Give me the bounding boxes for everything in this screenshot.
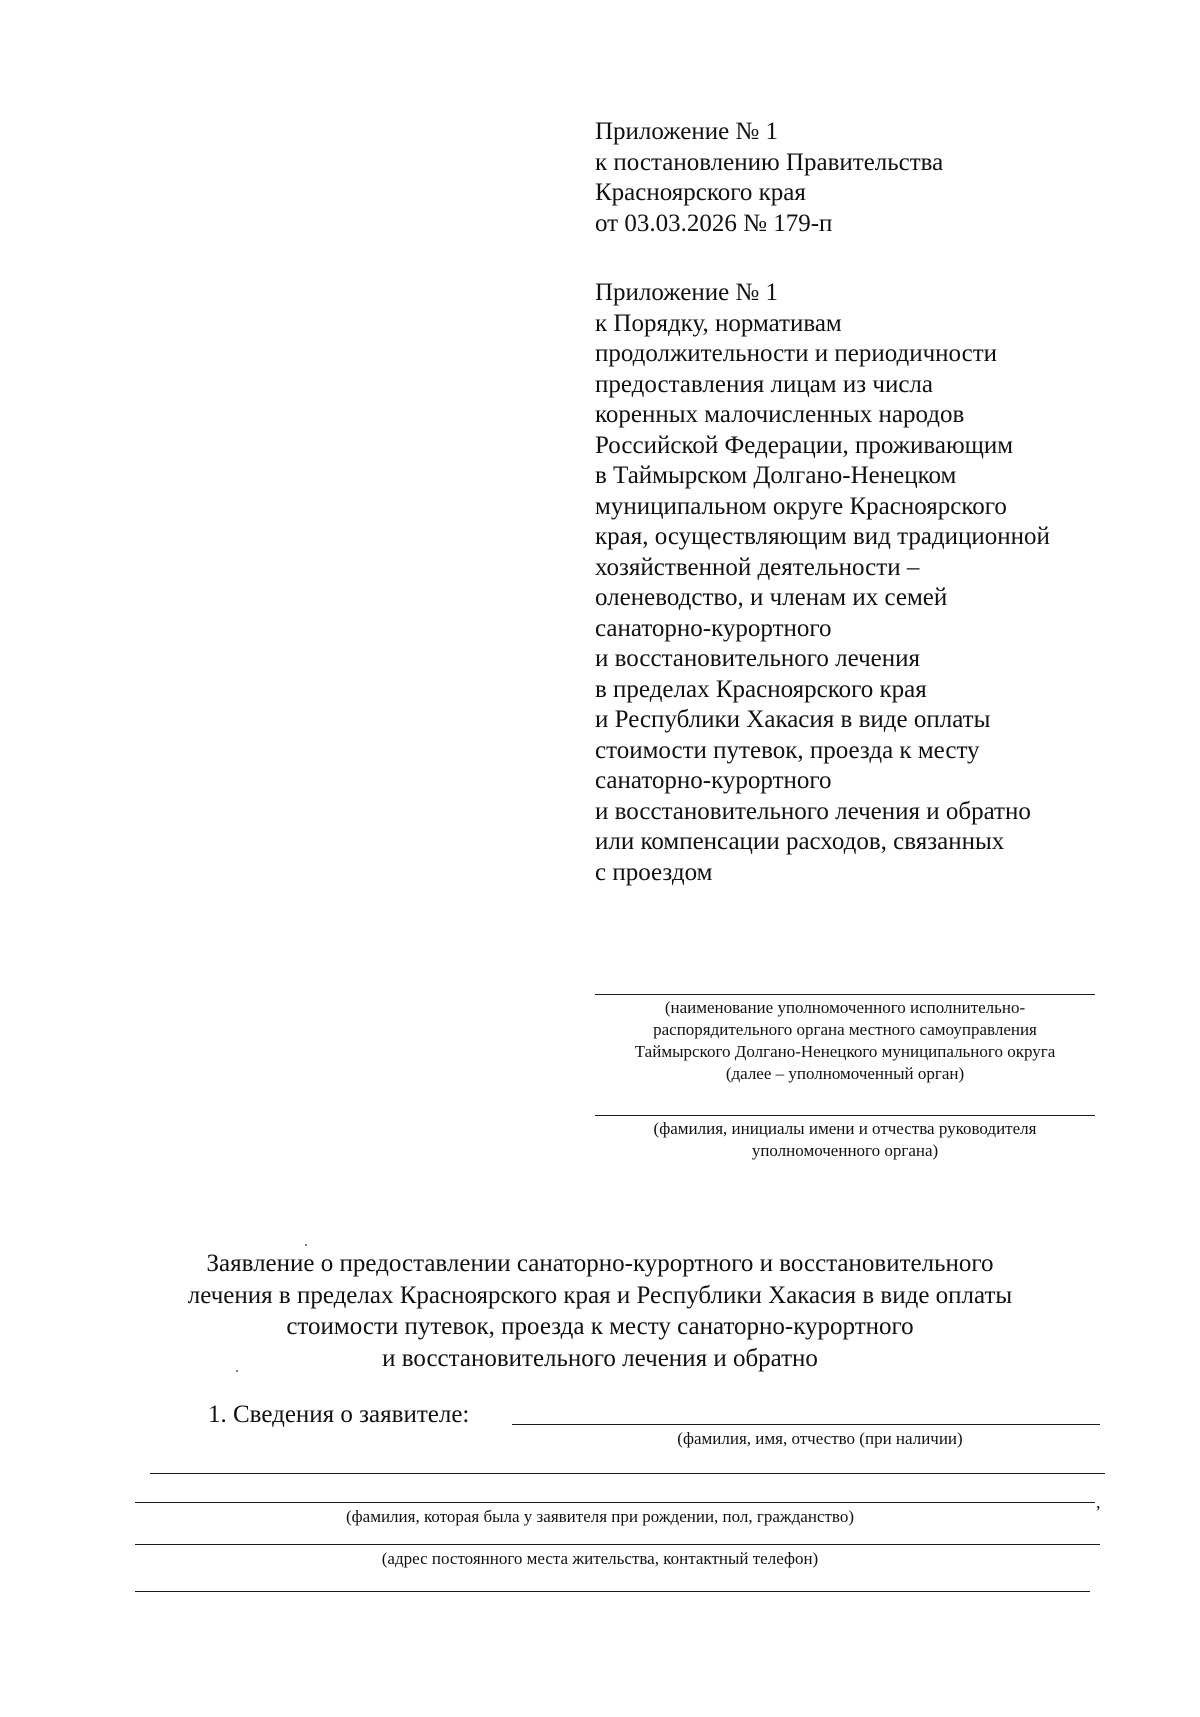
appendix-line: и восстановительного лечения bbox=[595, 645, 920, 672]
address-field-line[interactable] bbox=[135, 1544, 1100, 1545]
appendix-block-resolution bbox=[595, 117, 943, 239]
appendix-line: хозяйственной деятельности – bbox=[595, 553, 920, 581]
section-applicant-label: 1. Сведения о заявителе: bbox=[208, 1401, 470, 1428]
appendix-line: оленеводство, и членам их семей bbox=[595, 584, 948, 611]
head-caption: (фамилия, инициалы имени и отчества руководителя уполномоченного органа) bbox=[653, 1119, 1037, 1160]
appendix-line: и Республики Хакасия в виде оплаты bbox=[595, 706, 991, 733]
appendix-line: санаторно-курортного bbox=[595, 767, 832, 794]
appendix-line: стоимости путевок, проезда к месту bbox=[595, 736, 980, 764]
appendix-line: продолжительности и периодичности bbox=[595, 340, 998, 367]
appendix-line: края, осуществляющим вид традиционной bbox=[595, 523, 1050, 550]
appendix-line: с проездом bbox=[595, 858, 713, 886]
appendix-line: Приложение № 1 bbox=[595, 279, 779, 306]
appendix-line: Российской Федерации, проживающим bbox=[595, 431, 1014, 459]
appendix-line: предоставления лицам из числа bbox=[595, 370, 933, 398]
appendix-block-procedure bbox=[595, 278, 1050, 888]
appendix-line: Красноярского края bbox=[595, 179, 806, 206]
application-title: Заявление о предоставлении санаторно-курортного и восстановительного лечения в пределах Красноярского края и Республики Хакасия в виде оплаты стоимости путевок, проезда к месту санаторно-курортного и восстановительного лечения и обратно bbox=[187, 1250, 1013, 1372]
appendix-line: к постановлению Правительства bbox=[595, 148, 944, 176]
applicant-extra-field-line[interactable] bbox=[150, 1473, 1105, 1474]
line-end-comma: , bbox=[1096, 1492, 1101, 1512]
applicant-name-caption: (фамилия, имя, отчество (при наличии) bbox=[677, 1429, 963, 1448]
appendix-line: в пределах Красноярского края bbox=[595, 675, 927, 703]
appendix-line: коренных малочисленных народов bbox=[595, 401, 965, 428]
appendix-line: и восстановительного лечения и обратно bbox=[595, 797, 1031, 825]
appendix-line: от 03.03.2026 № 179-п bbox=[595, 209, 833, 237]
address-extra-field-line[interactable] bbox=[135, 1591, 1090, 1592]
birth-info-field-line[interactable] bbox=[135, 1502, 1095, 1503]
appendix-line: Приложение № 1 bbox=[595, 118, 779, 145]
appendix-line: санаторно-курортного bbox=[595, 614, 832, 642]
appendix-line: или компенсации расходов, связанных bbox=[595, 828, 1005, 855]
authority-name-field-line[interactable] bbox=[595, 994, 1095, 995]
appendix-line: в Таймырском Долгано-Ненецком bbox=[595, 462, 957, 489]
appendix-line: к Порядку, нормативам bbox=[595, 309, 842, 337]
head-name-field-line[interactable] bbox=[595, 1115, 1095, 1116]
scan-speck bbox=[305, 1244, 307, 1246]
appendix-line: муниципальном округе Красноярского bbox=[595, 492, 1007, 520]
applicant-name-field-line[interactable] bbox=[512, 1424, 1100, 1425]
authority-caption: (наименование уполномоченного исполнительно- распорядительного органа местного самоуправления Таймырского Долгано-Ненецкого муниципального округа (далее – уполномоченный орган) bbox=[634, 998, 1056, 1083]
address-caption: (адрес постоянного места жительства, контактный телефон) bbox=[381, 1549, 819, 1568]
birth-info-caption: (фамилия, которая была у заявителя при рождении, пол, гражданство) bbox=[345, 1507, 855, 1526]
